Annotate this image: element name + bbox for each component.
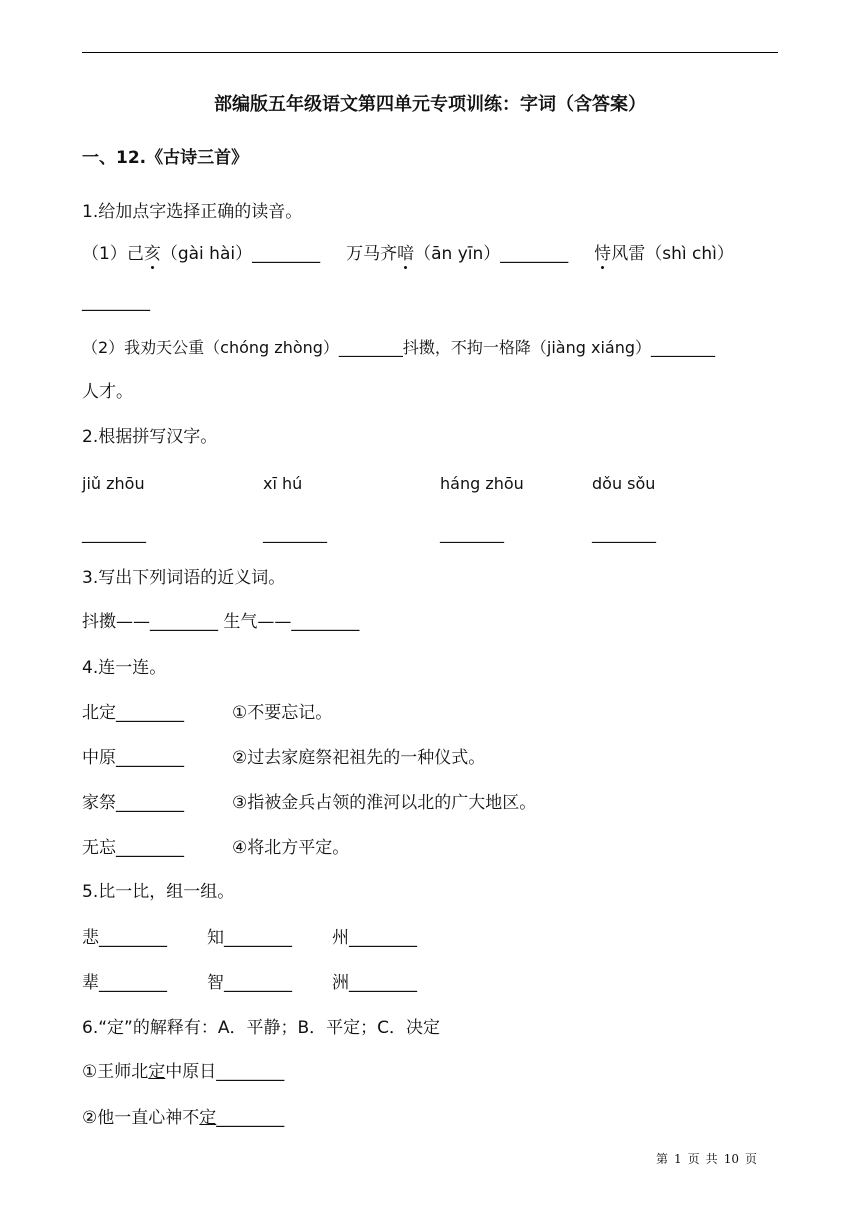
q1-line1 (82, 242, 734, 266)
q5-row1-a: 悲________ (82, 928, 167, 948)
page-title: 部编版五年级语文第四单元专项训练：字词（含答案） (214, 94, 646, 115)
q4-right-3: ③指被金兵占领的淮河以北的广大地区。 (232, 793, 537, 813)
q1-item-c: 恃风雷（shì chì） (594, 244, 734, 264)
pinyin-jiuzhou: jiǔ zhōu (82, 474, 145, 493)
q5-row2-a: 辈________ (82, 973, 167, 993)
q3-prompt: 3.写出下列词语的近义词。 (82, 568, 286, 588)
q5-row1-c: 州________ (332, 928, 417, 948)
q1-prompt: 1.给加点字选择正确的读音。 (82, 202, 303, 222)
q2-blank-2: ________ (263, 524, 327, 543)
q1-line4: 人才。 (82, 382, 133, 402)
pinyin-dousou: dǒu sǒu (592, 474, 656, 493)
q6-prompt: 6.“定”的解释有：A．平静；B．平定；C．决定 (82, 1018, 440, 1038)
q2-blank-1: ________ (82, 524, 146, 543)
q4-left-1: 北定________ (82, 703, 184, 723)
pinyin-xihu: xī hú (263, 474, 303, 493)
pinyin-hangzhou: háng zhōu (440, 474, 524, 493)
q2-blank-4: ________ (592, 524, 656, 543)
q4-right-2: ②过去家庭祭祀祖先的一种仪式。 (232, 748, 486, 768)
header-rule (82, 52, 778, 53)
q4-left-4: 无忘________ (82, 838, 184, 858)
q4-left-3: 家祭________ (82, 793, 184, 813)
q2-blank-3: ________ (440, 524, 504, 543)
q5-prompt: 5.比一比，组一组。 (82, 882, 235, 902)
q4-left-2: 中原________ (82, 748, 184, 768)
q6-item-2: ②他一直心神不定________ (82, 1108, 285, 1128)
q4-prompt: 4.连一连。 (82, 658, 167, 678)
q5-row2-b: 智________ (207, 973, 292, 993)
q6-item-1: ①王师北定中原日________ (82, 1062, 285, 1082)
q5-row1-b: 知________ (207, 928, 292, 948)
q2-prompt: 2.根据拼写汉字。 (82, 427, 218, 447)
page-footer: 第 1 页 共 10 页 (656, 1152, 757, 1166)
q1-item-b: 万马齐喑（ān yīn）________ (346, 244, 569, 264)
section-heading: 一、12.《古诗三首》 (82, 148, 249, 168)
q3-line: 抖擞——________ 生气——________ (82, 612, 360, 632)
q1-item-a: （1）己亥（gài hài）________ (82, 244, 321, 264)
q4-right-1: ①不要忘记。 (232, 703, 333, 723)
q5-row2-c: 洲________ (332, 973, 417, 993)
q4-right-4: ④将北方平定。 (232, 838, 350, 858)
q1-blank: ________ (82, 292, 150, 312)
q1-line3: （2）我劝天公重（chóng zhòng）________抖擞，不拘一格降（jiàng xiáng）________ (82, 338, 716, 357)
